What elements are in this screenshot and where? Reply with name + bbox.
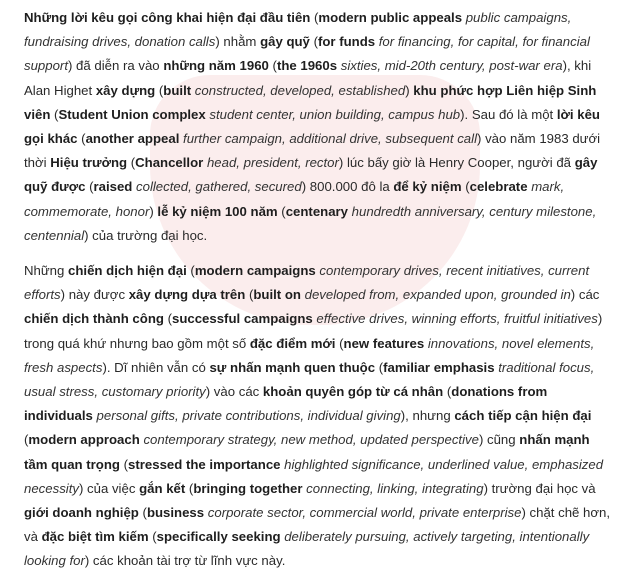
vietnamese-term-bold: modern campaigns <box>194 263 316 279</box>
vietnamese-term-bold: xây dựng <box>95 82 156 98</box>
vietnamese-term-bold: stressed the importance <box>128 456 281 472</box>
vietnamese-term-bold: business <box>146 505 205 521</box>
vietnamese-term-bold: for funds <box>317 34 376 50</box>
synonyms-italic: sixties, mid-20th century, post-war era <box>337 58 563 74</box>
synonyms-italic: traditional focus, usual stress, customary priority <box>24 359 595 400</box>
body-text: ) 800.000 đô la <box>301 179 394 195</box>
body-text: ) vào năm 1983 dưới thời <box>24 131 601 171</box>
vietnamese-term-bold: đặc điểm mới <box>249 335 336 351</box>
body-text: ( <box>335 335 344 351</box>
body-text: ( <box>163 311 172 327</box>
vietnamese-term-bold: những năm 1960 <box>163 58 269 74</box>
synonyms-italic: contemporary strategy, new method, updated perspective <box>139 432 479 448</box>
body-text: Những <box>24 263 69 279</box>
vietnamese-term-bold: raised <box>93 179 133 195</box>
body-text: ( <box>185 480 194 496</box>
synonyms-italic: deliberately pursuing, actively targeting, intentionally looking for <box>24 529 590 569</box>
vietnamese-term-bold: để kỷ niệm <box>393 179 462 195</box>
body-text: ( <box>277 203 286 219</box>
body-text: ) nhằm <box>215 34 261 50</box>
vietnamese-term-bold: đặc biệt tìm kiếm <box>41 529 149 545</box>
body-text: ) này được <box>60 287 129 303</box>
synonyms-italic: connecting, linking, integrating <box>302 480 484 496</box>
vietnamese-term-bold: successful campaigns <box>172 311 313 327</box>
vietnamese-term-bold: nhấn mạnh tầm quan trọng <box>24 432 590 472</box>
synonyms-italic: developed from, expanded upon, grounded in <box>300 287 571 303</box>
body-text: ( <box>186 263 195 279</box>
body-text: ( <box>119 456 129 472</box>
body-text: ( <box>85 179 94 195</box>
body-text: ) chặt chẽ hơn, và <box>24 505 611 545</box>
paragraph-2 <box>24 259 614 574</box>
vietnamese-term-bold: modern public appeals <box>318 10 463 25</box>
body-text: ) <box>149 203 158 219</box>
vietnamese-term-bold: lời kêu gọi khác <box>24 106 600 147</box>
vietnamese-term-bold: Những lời kêu gọi công khai hiện đại đầu tiên <box>24 10 311 25</box>
vietnamese-term-bold: the 1960s <box>276 58 338 74</box>
synonyms-italic: student center, union building, campus hub <box>205 106 461 122</box>
vietnamese-term-bold: donations from individuals <box>24 384 548 424</box>
body-text: ( <box>155 82 164 98</box>
synonyms-italic: collected, gathered, secured <box>132 179 302 195</box>
body-text: ) đã diễn ra vào <box>68 58 164 74</box>
vietnamese-term-bold: modern approach <box>28 432 140 448</box>
vietnamese-term-bold: built on <box>253 287 301 303</box>
vietnamese-term-bold: celebrate <box>469 179 528 195</box>
vietnamese-term-bold: built <box>163 82 192 98</box>
vietnamese-term-bold: sự nhấn mạnh quen thuộc <box>209 359 376 375</box>
body-text: ), nhưng <box>400 408 455 424</box>
vietnamese-term-bold: centenary <box>285 203 349 219</box>
body-text: ( <box>375 359 384 375</box>
body-text: ( <box>24 432 29 448</box>
vietnamese-term-bold: Student Union complex <box>58 106 206 122</box>
body-text: ), khi Alan Highet <box>24 58 592 98</box>
body-text: ( <box>50 106 59 122</box>
body-text: ) lúc bấy giờ là Henry Cooper, người đã <box>338 155 575 171</box>
synonyms-italic: public campaigns, fundraising drives, donation calls <box>24 10 572 50</box>
vietnamese-term-bold: xây dựng dựa trên <box>128 287 246 303</box>
synonyms-italic: corporate sector, commercial world, private enterprise <box>204 505 522 521</box>
vietnamese-term-bold: giới doanh nghiệp <box>24 505 139 521</box>
vietnamese-term-bold: gây quỹ được <box>24 155 598 195</box>
vietnamese-term-bold: bringing together <box>193 480 303 496</box>
synonyms-italic: innovations, novel elements, fresh aspects <box>24 335 595 375</box>
body-text: ). Dĩ nhiên vẫn có <box>102 359 210 375</box>
vietnamese-term-bold: lễ kỷ niệm 100 năm <box>157 203 278 219</box>
synonyms-italic: constructed, developed, established <box>191 82 406 98</box>
body-text: ) trường đại học và <box>483 480 596 496</box>
vietnamese-term-bold: Chancellor <box>135 155 204 171</box>
body-text: ) các <box>570 287 600 303</box>
vietnamese-term-bold: khoản quyên góp từ cá nhân <box>262 384 444 400</box>
synonyms-italic: mark, commemorate, honor <box>24 179 565 219</box>
vietnamese-term-bold: familiar emphasis <box>383 359 495 375</box>
body-text: ( <box>443 384 452 400</box>
body-text: ( <box>310 10 319 25</box>
synonyms-italic: highlighted significance, underlined value, emphasized necessity <box>24 456 604 496</box>
body-text: ) của việc <box>78 480 140 496</box>
body-text: ( <box>77 131 86 147</box>
body-text: ) <box>405 82 414 98</box>
body-text: ( <box>461 179 470 195</box>
body-text: ) vào các <box>205 384 263 400</box>
synonyms-italic: head, president, rector <box>203 155 339 171</box>
body-text: ( <box>138 505 147 521</box>
synonyms-italic: contemporary drives, recent initiatives, current efforts <box>24 263 590 303</box>
body-text: ) trong quá khứ nhưng bao gồm một số <box>24 311 603 351</box>
body-text: ) các khoản tài trợ từ lĩnh vực này. <box>84 553 286 569</box>
body-text: ( <box>309 34 318 50</box>
body-text: ( <box>245 287 254 303</box>
vietnamese-term-bold: chiến dịch hiện đại <box>68 263 187 279</box>
vietnamese-term-bold: Hiệu trưởng <box>50 155 128 171</box>
vietnamese-term-bold: gắn kết <box>139 480 186 496</box>
synonyms-italic: effective drives, winning efforts, fruitful initiatives <box>312 311 598 327</box>
vietnamese-term-bold: specifically seeking <box>156 529 281 545</box>
synonyms-italic: further campaign, additional drive, subsequent call <box>179 131 478 147</box>
body-text: ( <box>127 155 136 171</box>
paragraph-1 <box>24 6 614 248</box>
document-body <box>24 6 614 585</box>
vietnamese-term-bold: new features <box>343 335 425 351</box>
vietnamese-term-bold: gây quỹ <box>260 34 310 50</box>
body-text: ) cũng <box>478 432 520 448</box>
vietnamese-term-bold: cách tiếp cận hiện đại <box>454 408 592 424</box>
body-text: ). Sau đó là một <box>460 106 557 122</box>
vietnamese-term-bold: another appeal <box>85 131 180 147</box>
synonyms-italic: hundredth anniversary, century milestone, centennial <box>24 203 597 243</box>
synonyms-italic: personal gifts, private contributions, individual giving <box>92 408 401 424</box>
body-text: ) của trường đại học. <box>84 227 208 243</box>
body-text: ( <box>268 58 277 74</box>
vietnamese-term-bold: chiến dịch thành công <box>24 311 164 327</box>
vietnamese-term-bold: khu phức hợp Liên hiệp Sinh viên <box>24 82 597 122</box>
body-text: ( <box>148 529 157 545</box>
synonyms-italic: for financing, for capital, for financial support <box>24 34 590 74</box>
